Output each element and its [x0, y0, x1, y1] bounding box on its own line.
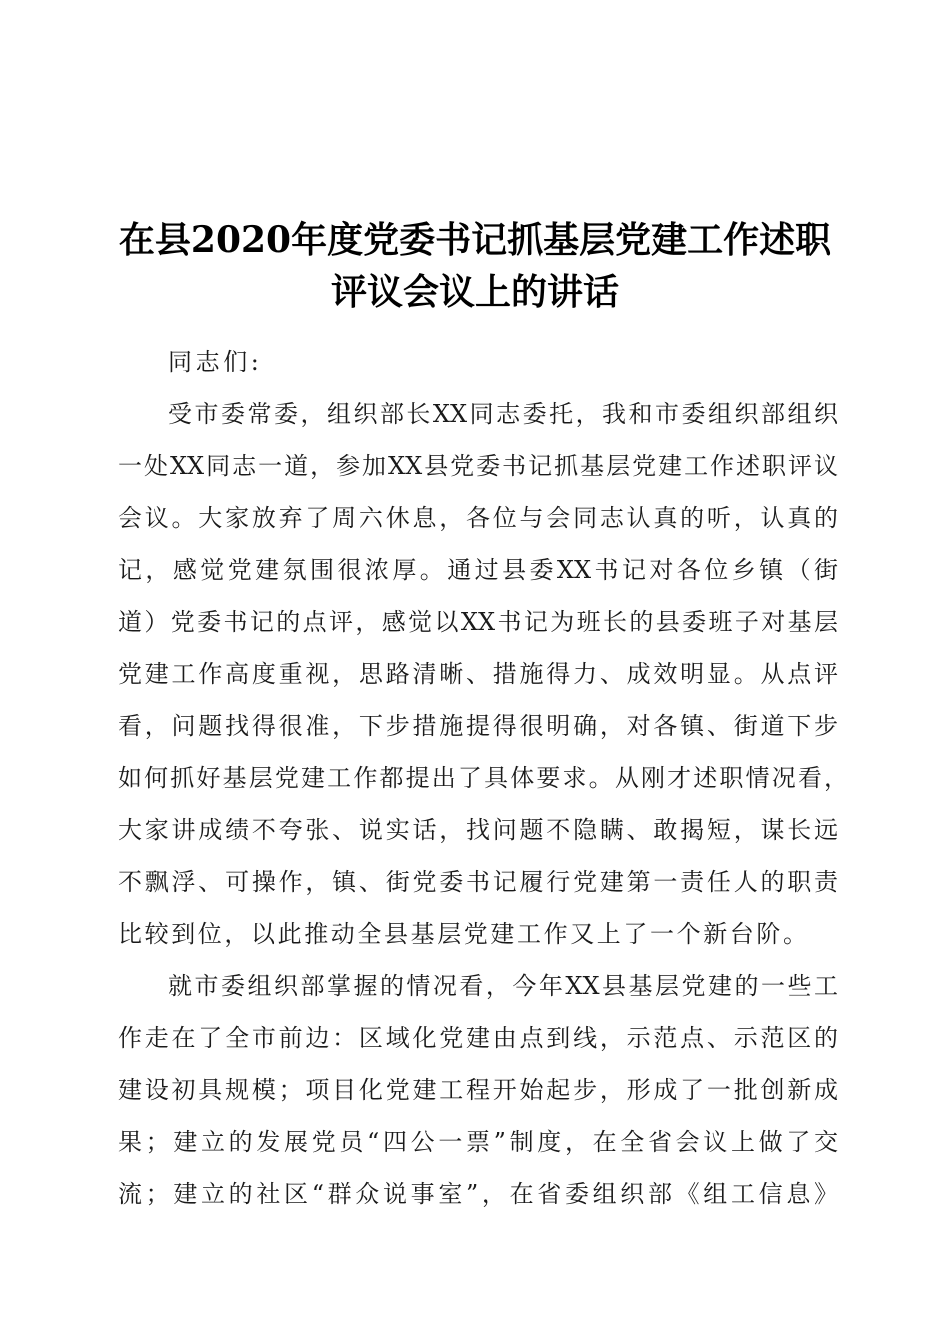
- salutation: 同志们:: [168, 348, 263, 376]
- paragraph-1-line-11: 比较到位，以此推动全县基层党建工作又上了一个新台阶。: [118, 920, 810, 948]
- paragraph-1-line-1: 受市委常委，组织部长XX同志委托，我和市委组织部组织: [168, 400, 838, 428]
- paragraph-2-line-4: 果；建立的发展党员“四公一票”制度，在全省会议上做了交: [118, 1128, 838, 1156]
- paragraph-1-line-5: 道）党委书记的点评，感觉以XX书记为班长的县委班子对基层: [118, 608, 838, 636]
- paragraph-2-line-3: 建设初具规模；项目化党建工程开始起步，形成了一批创新成: [118, 1076, 838, 1104]
- paragraph-1-line-3: 会议。大家放弃了周六休息，各位与会同志认真的听，认真的: [118, 504, 838, 532]
- paragraph-2-line-1: 就市委组织部掌握的情况看，今年XX县基层党建的一些工: [168, 972, 838, 1000]
- paragraph-1-line-8: 如何抓好基层党建工作都提出了具体要求。从刚才述职情况看，: [118, 764, 848, 792]
- paragraph-2-line-2: 作走在了全市前边：区域化党建由点到线，示范点、示范区的: [118, 1024, 838, 1052]
- document-title-line-2: 评议会议上的讲话: [330, 271, 619, 313]
- paragraph-1-line-10: 不飘浮、可操作，镇、街党委书记履行党建第一责任人的职责: [118, 868, 838, 896]
- paragraph-1-line-4: 记，感觉党建氛围很浓厚。通过县委XX书记对各位乡镇（街: [118, 556, 838, 584]
- paragraph-1-line-6: 党建工作高度重视，思路清晰、措施得力、成效明显。从点评: [118, 660, 838, 688]
- paragraph-1-line-7: 看，问题找得很准，下步措施提得很明确，对各镇、街道下步: [118, 712, 838, 740]
- document-title-line-1: 在县2020年度党委书记抓基层党建工作述职: [118, 219, 832, 261]
- paragraph-1-line-2: 一处XX同志一道，参加XX县党委书记抓基层党建工作述职评议: [118, 452, 838, 480]
- paragraph-1-line-9: 大家讲成绩不夸张、说实话，找问题不隐瞒、敢揭短，谋长远: [118, 816, 838, 844]
- paragraph-2-line-5: 流；建立的社区“群众说事室”，在省委组织部《组工信息》: [118, 1180, 838, 1208]
